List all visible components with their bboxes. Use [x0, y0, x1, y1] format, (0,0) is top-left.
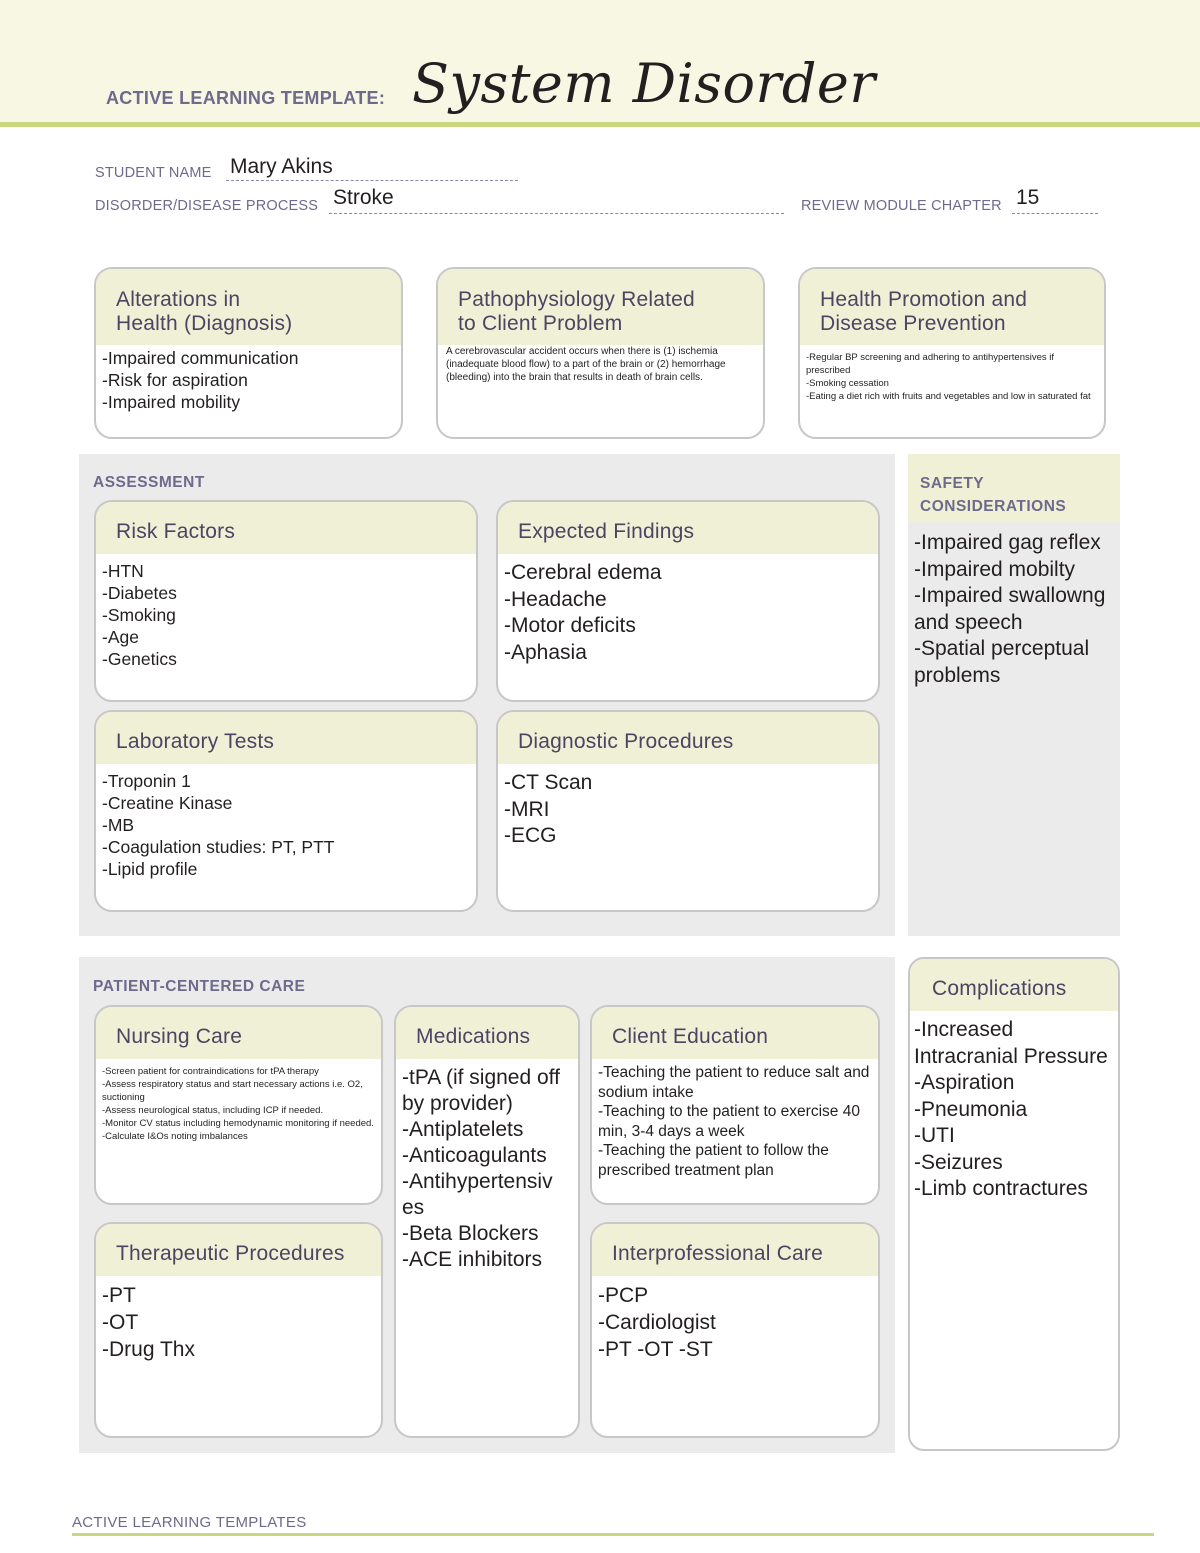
laboratory-tests-card: [94, 710, 478, 912]
expected-findings-body[interactable]: -Cerebral edema -Headache -Motor deficits -Aphasia: [504, 561, 662, 664]
chapter-label: REVIEW MODULE CHAPTER: [801, 198, 1002, 214]
complications-card: [908, 957, 1120, 1451]
health-promotion-title: Health Promotion and Disease Prevention: [820, 288, 1028, 335]
disorder-label: DISORDER/DISEASE PROCESS: [95, 198, 319, 214]
disorder-field[interactable]: Stroke: [333, 186, 394, 209]
risk-factors-body[interactable]: -HTN -Diabetes -Smoking -Age -Genetics: [102, 561, 177, 669]
footer-label: ACTIVE LEARNING TEMPLATES: [72, 1514, 307, 1531]
safety-body[interactable]: -Impaired gag reflex -Impaired mobilty -Impaired swallowng and speech -Spatial perceptual problems: [914, 531, 1106, 687]
student-name-line: [226, 180, 518, 181]
disorder-line: [329, 213, 784, 214]
medications-title: Medications: [416, 1025, 531, 1048]
patient-centered-care-title: PATIENT-CENTERED CARE: [93, 978, 306, 995]
assessment-title: ASSESSMENT: [93, 474, 205, 491]
template-label: ACTIVE LEARNING TEMPLATE:: [106, 88, 386, 108]
footer-rule: [72, 1533, 1154, 1536]
header-rule: [0, 122, 1200, 127]
pathophysiology-title: Pathophysiology Related to Client Problem: [458, 288, 695, 335]
client-education-title: Client Education: [612, 1025, 769, 1048]
expected-findings-title: Expected Findings: [518, 520, 695, 543]
pathophysiology-body[interactable]: A cerebrovascular accident occurs when there is (1) ischemia (inadequate blood flow) to a part of the brain or (2) hemorrhage (bleeding) into the brain that results in death of brain cells.: [446, 346, 726, 383]
chapter-field[interactable]: 15: [1016, 186, 1040, 209]
health-promotion-body[interactable]: -Regular BP screening and adhering to antihypertensives if prescribed -Smoking cessation -Eating a diet rich with fruits and vegetables and low in saturated fat: [806, 352, 1091, 402]
safety-panel: [908, 454, 1120, 936]
nursing-care-card: [94, 1005, 383, 1205]
alterations-title: Alterations in Health (Diagnosis): [116, 288, 293, 335]
interprofessional-care-title: Interprofessional Care: [612, 1242, 824, 1265]
interprofessional-care-body[interactable]: -PCP -Cardiologist -PT -OT -ST: [598, 1284, 716, 1361]
therapeutic-procedures-title: Therapeutic Procedures: [116, 1242, 345, 1265]
health-promotion-card: [798, 267, 1106, 439]
student-name-field[interactable]: Mary Akins: [230, 155, 333, 178]
medications-card: [394, 1005, 580, 1438]
risk-factors-title: Risk Factors: [116, 520, 236, 543]
diagnostic-procedures-title: Diagnostic Procedures: [518, 730, 734, 753]
client-education-card: [590, 1005, 880, 1205]
complications-body[interactable]: -Increased Intracranial Pressure -Aspiration -Pneumonia -UTI -Seizures -Limb contractures: [914, 1018, 1108, 1200]
pathophysiology-card: [436, 267, 765, 439]
expected-findings-card: [496, 500, 880, 702]
template-title: System Disorder: [412, 52, 876, 115]
alterations-card: [94, 267, 403, 439]
medications-body[interactable]: -tPA (if signed off by provider) -Antiplatelets -Anticoagulants -Antihypertensiv es -Beta Blockers -ACE inhibitors: [402, 1066, 560, 1271]
diagnostic-procedures-card: [496, 710, 880, 912]
therapeutic-procedures-card: [94, 1222, 383, 1438]
student-name-label: STUDENT NAME: [95, 165, 212, 181]
nursing-care-title: Nursing Care: [116, 1025, 243, 1048]
therapeutic-procedures-body[interactable]: -PT -OT -Drug Thx: [102, 1284, 195, 1361]
complications-title: Complications: [932, 977, 1067, 1000]
alterations-body[interactable]: -Impaired communication -Risk for aspiration -Impaired mobility: [102, 348, 299, 412]
laboratory-tests-body[interactable]: -Troponin 1 -Creatine Kinase -MB -Coagulation studies: PT, PTT -Lipid profile: [102, 771, 335, 879]
risk-factors-card: [94, 500, 478, 702]
client-education-body[interactable]: -Teaching the patient to reduce salt and sodium intake -Teaching to the patient to exercise 40 min, 3-4 days a week -Teaching the patient to follow the prescribed treatment plan: [598, 1064, 870, 1179]
safety-title: SAFETY CONSIDERATIONS: [920, 475, 1067, 515]
interprofessional-care-card: [590, 1222, 880, 1438]
laboratory-tests-title: Laboratory Tests: [116, 730, 275, 753]
diagnostic-procedures-body[interactable]: -CT Scan -MRI -ECG: [504, 771, 593, 847]
nursing-care-body[interactable]: -Screen patient for contraindications for tPA therapy -Assess respiratory status and start necessary actions i.e. O2, suctioning -Assess neurological status, including ICP if needed. -Monitor CV status including hemodynamic monitoring if needed. -Calculate I&Os noting imbalances: [102, 1066, 374, 1142]
chapter-line: [1012, 213, 1098, 214]
